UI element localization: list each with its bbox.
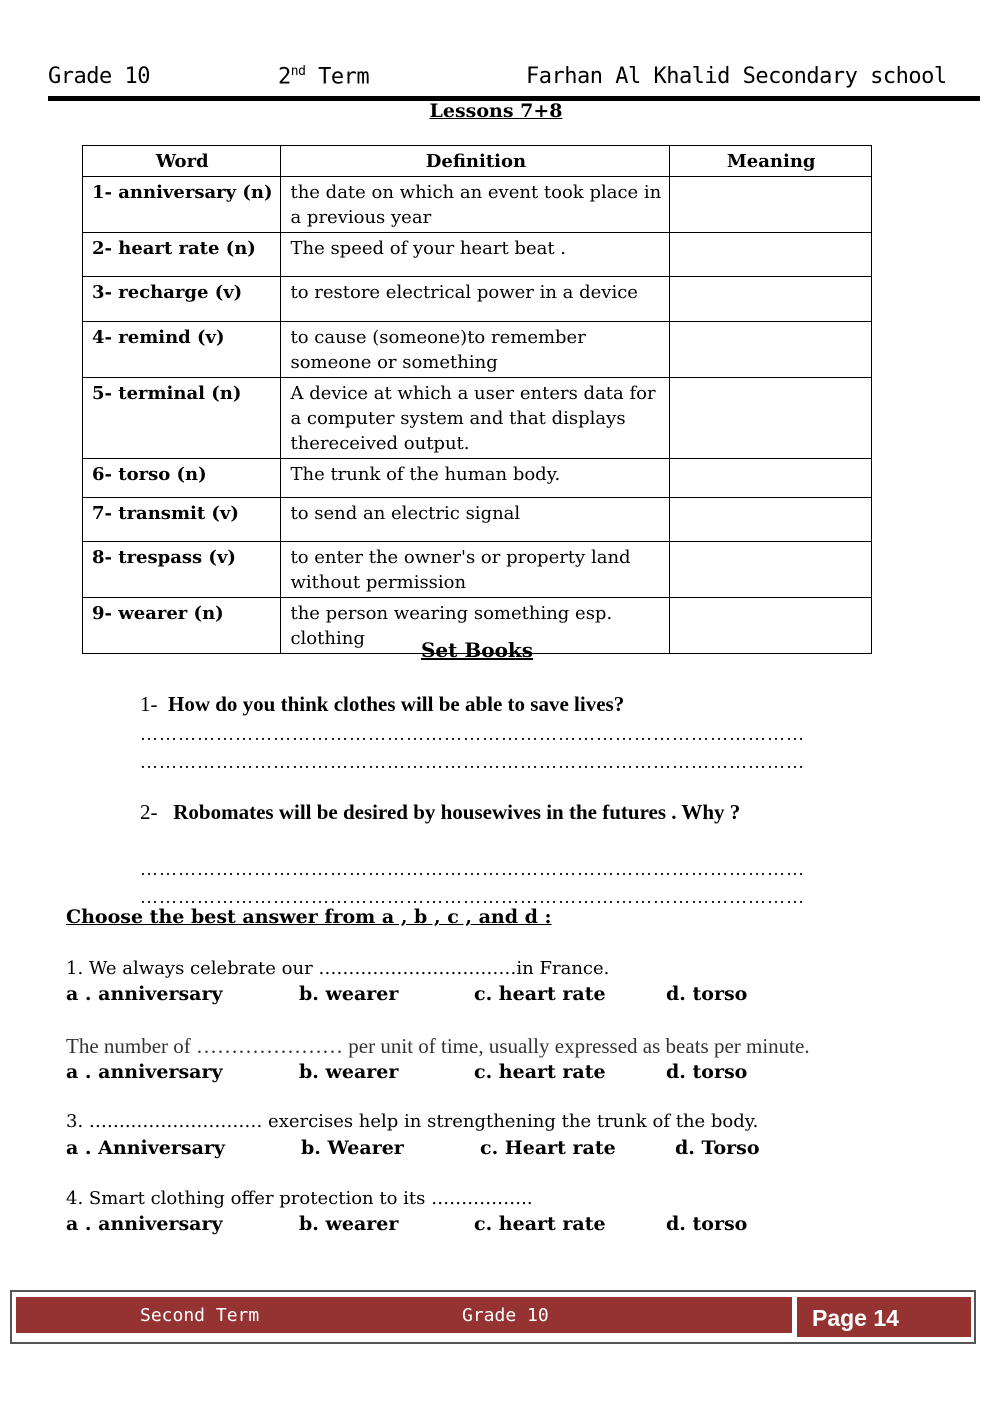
word-cell: 1- anniversary (n) bbox=[83, 177, 281, 233]
meaning-cell[interactable] bbox=[670, 459, 872, 498]
meaning-cell[interactable] bbox=[670, 322, 872, 378]
option-a[interactable]: a . anniversary bbox=[66, 1061, 223, 1083]
meaning-cell[interactable] bbox=[670, 378, 872, 459]
header-grade: Grade 10 bbox=[48, 64, 150, 89]
table-row bbox=[83, 233, 872, 277]
option-c[interactable]: c. Heart rate bbox=[480, 1137, 616, 1159]
term-superscript: nd bbox=[290, 64, 306, 79]
option-c[interactable]: c. heart rate bbox=[474, 983, 606, 1005]
answer-line[interactable]: …………………………………………………………………………………………… bbox=[140, 752, 805, 772]
definition-cell: to send an electric signal bbox=[281, 498, 670, 542]
option-b[interactable]: b. Wearer bbox=[301, 1137, 404, 1159]
vocabulary-table bbox=[82, 145, 872, 654]
definition-cell: to enter the owner's or property land without permission bbox=[281, 542, 670, 598]
meaning-cell[interactable] bbox=[670, 277, 872, 322]
definition-cell: the date on which an event took place in a previous year bbox=[281, 177, 670, 233]
lesson-title: Lessons 7+8 bbox=[429, 100, 563, 122]
word-cell: 7- transmit (v) bbox=[83, 498, 281, 542]
term-number: 2 bbox=[278, 64, 291, 90]
header-term bbox=[278, 64, 369, 89]
definition-cell: The speed of your heart beat . bbox=[281, 233, 670, 277]
definition-cell: to restore electrical power in a device bbox=[281, 277, 670, 322]
definition-cell: the person wearing something esp. clothing bbox=[281, 598, 670, 654]
word-cell: 9- wearer (n) bbox=[83, 598, 281, 654]
table-row bbox=[83, 277, 872, 322]
word-cell: 3- recharge (v) bbox=[83, 277, 281, 322]
meaning-cell[interactable] bbox=[670, 233, 872, 277]
header-school: Farhan Al Khalid Secondary school bbox=[526, 64, 947, 89]
option-c[interactable]: c. heart rate bbox=[474, 1213, 606, 1235]
option-a[interactable]: a . Anniversary bbox=[66, 1137, 225, 1159]
set-books-title: Set Books bbox=[420, 638, 534, 662]
question-1-text: How do you think clothes will be able to save lives? bbox=[168, 692, 625, 716]
table-row bbox=[83, 378, 872, 459]
table-row bbox=[83, 498, 872, 542]
mcq-question-1: 1. We always celebrate our ……………………………in France. bbox=[66, 958, 610, 979]
footer-term: Second Term bbox=[140, 1305, 260, 1326]
option-d[interactable]: d. Torso bbox=[675, 1137, 760, 1159]
table-header-row bbox=[83, 146, 872, 177]
mcq-instructions: Choose the best answer from a , b , c , and d : bbox=[66, 906, 552, 928]
word-cell: 5- terminal (n) bbox=[83, 378, 281, 459]
question-1-number: 1- bbox=[140, 692, 158, 716]
table-row bbox=[83, 322, 872, 378]
meaning-cell[interactable] bbox=[670, 542, 872, 598]
answer-line[interactable]: …………………………………………………………………………………………… bbox=[140, 724, 805, 744]
word-cell: 8- trespass (v) bbox=[83, 542, 281, 598]
column-header-word: Word bbox=[83, 146, 281, 177]
option-a[interactable]: a . anniversary bbox=[66, 1213, 223, 1235]
option-d[interactable]: d. torso bbox=[666, 983, 748, 1005]
option-d[interactable]: d. torso bbox=[666, 1061, 748, 1083]
term-word: Term bbox=[305, 64, 370, 90]
table-row bbox=[83, 542, 872, 598]
page-number: Page 14 bbox=[812, 1305, 899, 1331]
column-header-definition: Definition bbox=[281, 146, 670, 177]
mcq-question-2: The number of ………………… per unit of time, usually expressed as beats per minute. bbox=[66, 1034, 810, 1058]
meaning-cell[interactable] bbox=[670, 498, 872, 542]
table-row bbox=[83, 177, 872, 233]
answer-line[interactable]: …………………………………………………………………………………………… bbox=[140, 887, 805, 907]
footer-grade: Grade 10 bbox=[462, 1305, 549, 1326]
option-b[interactable]: b. wearer bbox=[299, 1213, 399, 1235]
option-b[interactable]: b. wearer bbox=[299, 983, 399, 1005]
question-1 bbox=[140, 692, 624, 717]
word-cell: 2- heart rate (n) bbox=[83, 233, 281, 277]
option-b[interactable]: b. wearer bbox=[299, 1061, 399, 1083]
meaning-cell[interactable] bbox=[670, 177, 872, 233]
definition-cell: A device at which a user enters data for a computer system and that displays thereceived output. bbox=[281, 378, 670, 459]
option-c[interactable]: c. heart rate bbox=[474, 1061, 606, 1083]
answer-line[interactable]: …………………………………………………………………………………………… bbox=[140, 859, 805, 879]
option-a[interactable]: a . anniversary bbox=[66, 983, 223, 1005]
question-2-text: Robomates will be desired by housewives in the futures . Why ? bbox=[173, 800, 741, 824]
table-row bbox=[83, 459, 872, 498]
definition-cell: to cause (someone)to remember someone or something bbox=[281, 322, 670, 378]
column-header-meaning: Meaning bbox=[670, 146, 872, 177]
footer-bar bbox=[16, 1297, 792, 1333]
definition-cell: The trunk of the human body. bbox=[281, 459, 670, 498]
option-d[interactable]: d. torso bbox=[666, 1213, 748, 1235]
mcq-question-3: 3. ……..………………… exercises help in strengthening the trunk of the body. bbox=[66, 1111, 759, 1132]
question-2 bbox=[140, 800, 740, 825]
question-2-number: 2- bbox=[140, 800, 158, 824]
word-cell: 4- remind (v) bbox=[83, 322, 281, 378]
word-cell: 6- torso (n) bbox=[83, 459, 281, 498]
mcq-question-4: 4. Smart clothing offer protection to its …………….. bbox=[66, 1188, 533, 1209]
